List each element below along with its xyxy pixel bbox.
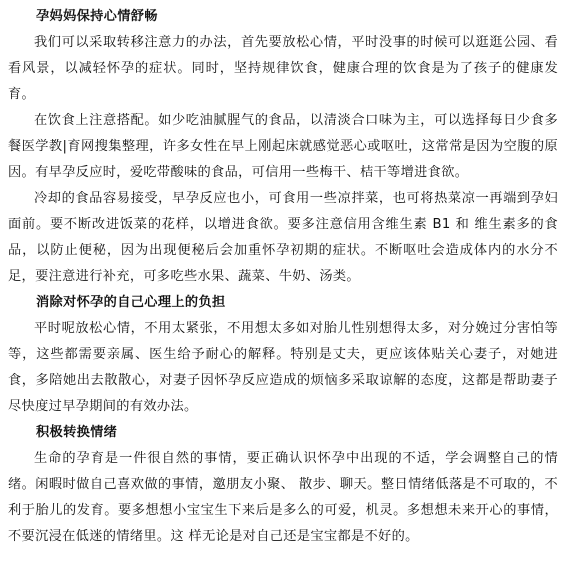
paragraph: 在饮食上注意搭配。如少吃油腻腥气的食品，以清淡合口味为主，可以选择每日少食多餐医学教|育网搜集整理，许多女性在早上刚起床就感觉恶心或呕吐，这常常是因为空腹的原因。有早孕反应时，爱吃带酸味的食品，可信用一些梅干、桔干等增进食欲。 bbox=[8, 113, 558, 180]
paragraph: 冷却的食品容易接受，早孕反应也小，可食用一些凉拌菜，也可将热菜凉一再端到孕妇面前。要不断改进饭菜的花样，以增进食欲。要多注意信用含维生素 B1 和 维生素多的食品，以防止便秘，因为出现便秘后会加重怀孕初期的症状。不断呕吐会造成体内的水分不足，要注意进行补充，可多吃些水果、蔬菜、牛奶、汤类。 bbox=[8, 191, 558, 284]
section-heading: 孕妈妈保持心情舒畅 bbox=[36, 9, 158, 24]
section-switch-emotions bbox=[8, 420, 558, 550]
paragraph: 平时呢放松心情，不用太紧张，不用想太多如对胎儿性别想得太多，对分娩过分害怕等等，这些都需要亲属、医生给予耐心的解释。特别是丈夫，更应该体贴关心妻子，对她进食，多陪她出去散散心，对妻子因怀孕反应造成的烦恼多采取谅解的态度，这都是帮助妻子尽快度过早孕期间的有效办法。 bbox=[8, 321, 558, 414]
section-heading: 消除对怀孕的自己心理上的负担 bbox=[36, 295, 226, 310]
section-heading: 积极转换情绪 bbox=[36, 425, 118, 440]
paragraph: 我们可以采取转移注意力的办法，首先要放松心情，平时没事的时候可以逛逛公园、看看风景，以减轻怀孕的症状。同时，坚持规律饮食，健康合理的饮食是为了孩子的健康发育。 bbox=[8, 35, 558, 102]
paragraph: 生命的孕育是一件很自然的事情，要正确认识怀孕中出现的不适，学会调整自己的情绪。闲暇时做自己喜欢做的事情，邀朋友小聚、 散步、聊天。整日情绪低落是不可取的，不利于胎儿的发育。要多想想小宝宝生下来后是多么的可爱，机灵。多想想未来开心的事情，不要沉浸在低迷的情绪里。这 样无论是对自己还是宝宝都是不好的。 bbox=[8, 451, 558, 544]
section-keep-mood-happy bbox=[8, 4, 558, 290]
section-relieve-psychological-burden bbox=[8, 290, 558, 420]
